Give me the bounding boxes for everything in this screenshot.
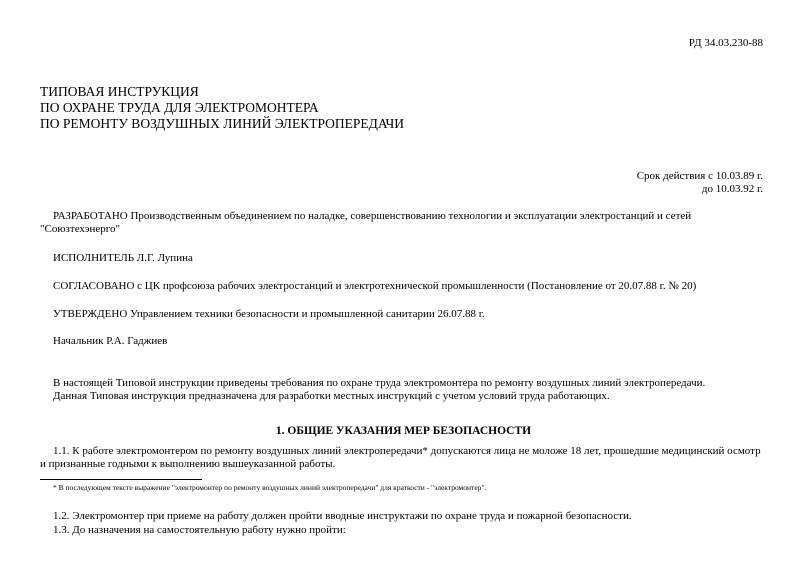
executor-paragraph [40, 252, 770, 265]
title-line-3: ПО РЕМОНТУ ВОЗДУШНЫХ ЛИНИЙ ЭЛЕКТРОПЕРЕДАЧИ [40, 116, 405, 131]
agreed-paragraph [40, 280, 770, 293]
developed-by-line-2: "Союзтехэнерго" [40, 223, 121, 235]
executor-text: ИСПОЛНИТЕЛЬ Л.Г. Лупина [53, 252, 193, 264]
clause-1-1-line-1: 1.1. К работе электромонтером по ремонту воздушных линий электропередачи* допускаются лица не моложе 18 лет, прошедшие медицинский осмотр [53, 445, 761, 457]
developed-by-line-1: РАЗРАБОТАНО Производственным объединением по наладке, совершенствованию технологии и эксплуатации электростанций и сетей [53, 210, 692, 222]
chief-text: Начальник Р.А. Гаджиев [53, 335, 168, 347]
document-title [40, 84, 404, 132]
developed-by-paragraph [40, 210, 770, 236]
approved-text: УТВЕРЖДЕНО Управлением техники безопасности и промышленной санитарии 26.07.88 г. [53, 308, 485, 320]
validity-end: до 10.03.92 г. [701, 183, 763, 195]
intro-paragraph [40, 377, 770, 403]
intro-line-1: В настоящей Типовой инструкции приведены требования по охране труда электромонтера по ремонту воздушных линий электропередачи. [53, 377, 706, 389]
footnote-divider [40, 479, 202, 480]
validity-start: Срок действия с 10.03.89 г. [636, 170, 763, 182]
title-line-1: ТИПОВАЯ ИНСТРУКЦИЯ [40, 84, 199, 99]
chief-paragraph [40, 335, 770, 348]
approved-paragraph [40, 308, 770, 321]
clause-1-2-text: 1.2. Электромонтер при приеме на работу должен пройти вводные инструктажи по охране труда и пожарной безопасности. [53, 510, 632, 522]
document-code: РД 34.03.230-88 [688, 37, 763, 49]
section-1-heading: 1. ОБЩИЕ УКАЗАНИЯ МЕР БЕЗОПАСНОСТИ [275, 425, 532, 437]
clause-1-3 [40, 524, 770, 537]
intro-line-2: Данная Типовая инструкция предназначена для разработки местных инструкций с учетом условий труда работающих. [53, 390, 610, 402]
title-line-2: ПО ОХРАНЕ ТРУДА ДЛЯ ЭЛЕКТРОМОНТЕРА [40, 100, 319, 115]
clause-1-2 [40, 510, 770, 523]
clause-1-3-text: 1.3. До назначения на самостоятельную работу нужно пройти: [53, 524, 346, 536]
validity-period [637, 170, 763, 196]
clause-1-1-line-2: и признанные годными к выполнению вышеуказанной работы. [40, 458, 336, 470]
footnote: * В последующем тексте выражение "электромонтер по ремонту воздушных линий электропередачи" для краткости - "электромонтер". [53, 483, 487, 492]
agreed-text: СОГЛАСОВАНО с ЦК профсоюза рабочих электростанций и электротехнической промышленности (Постановление от 20.07.88 г. № 20) [53, 280, 697, 292]
clause-1-1 [40, 445, 770, 471]
